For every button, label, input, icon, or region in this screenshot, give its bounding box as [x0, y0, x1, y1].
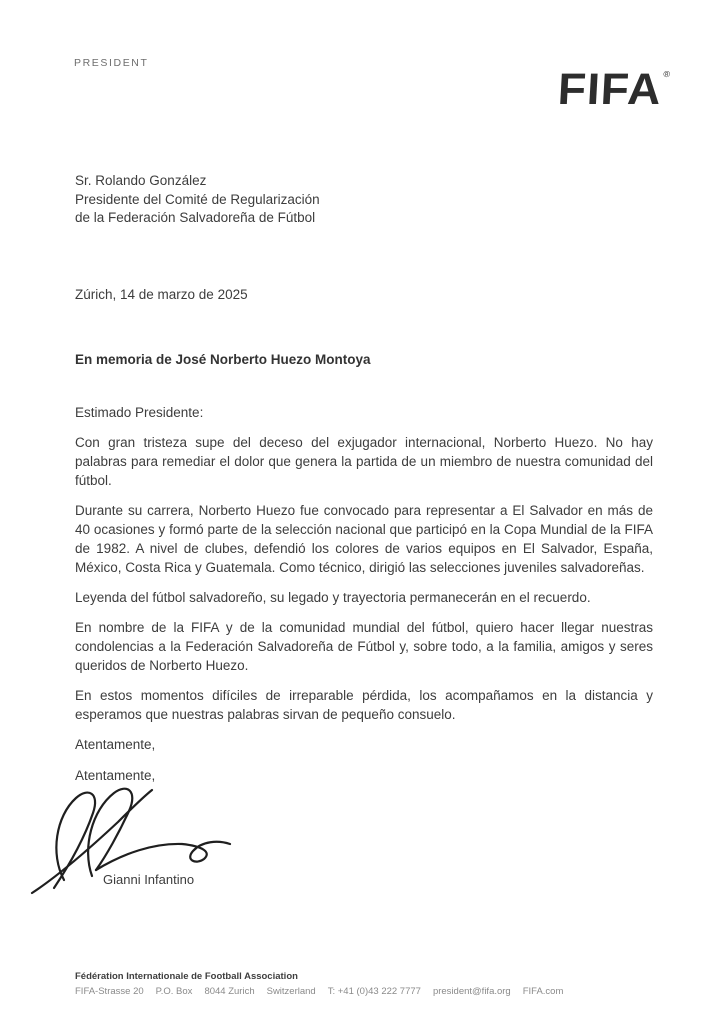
closing-block: [75, 735, 653, 785]
recipient-block: [75, 172, 320, 228]
letter-body: [75, 403, 653, 797]
paragraph-3: Leyenda del fútbol salvadoreño, su legado y trayectoria permanecerán en el recuerdo.: [75, 590, 591, 605]
recipient-organization: de la Federación Salvadoreña de Fútbol: [75, 210, 316, 225]
footer-email: president@fifa.org: [432, 986, 511, 997]
paragraph-1: Con gran tristeza supe del deceso del exjugador internacional, Norberto Huezo. No hay palabras para remediar el dolor que genera la partida de un miembro de nuestra comunidad del fútbol.: [75, 435, 653, 488]
footer-pobox: P.O. Box: [155, 986, 193, 997]
recipient-name: Sr. Rolando González: [75, 173, 207, 188]
signer-name: Gianni Infantino: [103, 872, 195, 887]
footer-city: 8044 Zurich: [204, 986, 255, 997]
registered-mark: ®: [662, 69, 671, 79]
signature-block: [30, 780, 290, 900]
footer-organization: Fédération Internationale de Football Association: [75, 971, 298, 982]
paragraph-2: Durante su carrera, Norberto Huezo fue convocado para representar a El Salvador en más de 40 ocasiones y formó parte de la selección nacional que participó en la Copa Mundial de la FIFA de 1982. A nivel de clubes, defendió los colores de varios equipos en El Salvador, España, México, Costa Rica y Guatemala. Como técnico, dirigió las selecciones juveniles salvadoreñas.: [75, 503, 653, 575]
paragraph-5: En estos momentos difíciles de irreparable pérdida, los acompañamos en la distancia y esperamos que nuestras palabras sirvan de pequeño consuelo.: [75, 688, 653, 722]
salutation: Estimado Presidente:: [75, 405, 204, 420]
footer-street: FIFA-Strasse 20: [75, 986, 144, 997]
subject-line: En memoria de José Norberto Huezo Montoya: [75, 352, 371, 367]
closing-line-1: Atentamente,: [75, 737, 156, 752]
footer-phone: T: +41 (0)43 222 7777: [327, 986, 421, 997]
fifa-logo-text: FIFA: [556, 63, 663, 114]
fifa-logo: [556, 52, 671, 114]
footer-website: FIFA.com: [522, 986, 564, 997]
date-line: Zúrich, 14 de marzo de 2025: [75, 287, 248, 302]
footer: [75, 969, 668, 999]
paragraph-4: En nombre de la FIFA y de la comunidad mundial del fútbol, quiero hacer llegar nuestras condolencias a la Federación Salvadoreña de Fútbol y, sobre todo, a la familia, amigos y seres queridos de Norberto Huezo.: [75, 620, 653, 673]
footer-address: [75, 984, 668, 999]
recipient-title: Presidente del Comité de Regularización: [75, 191, 320, 207]
footer-country: Switzerland: [266, 986, 316, 997]
closing-line-2: Atentamente,: [75, 768, 156, 783]
president-label: PRESIDENT: [74, 57, 149, 69]
